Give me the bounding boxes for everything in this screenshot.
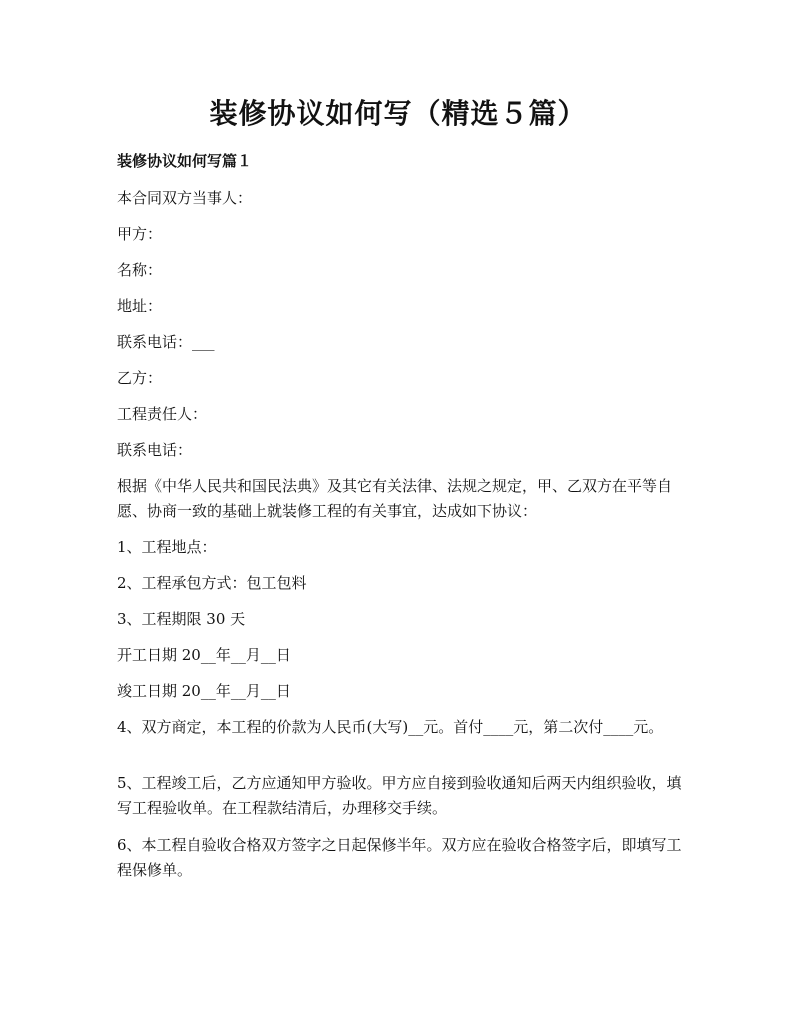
paragraph-party-a-name: 名称：: [117, 261, 163, 279]
document-title: 装修协议如何写（精选５篇）: [209, 97, 587, 130]
section-heading: 装修协议如何写篇１: [117, 152, 253, 170]
paragraph-party-a: 甲方：: [117, 225, 163, 243]
paragraph-legal-basis: 根据《中华人民共和国民法典》及其它有关法律、法规之规定，甲、乙双方在平等自愿、协商一致的基础上就装修工程的有关事宜，达成如下协议：: [117, 477, 673, 520]
paragraph-start-date: 开工日期 20__年__月__日: [117, 646, 291, 664]
paragraph-end-date: 竣工日期 20__年__月__日: [117, 682, 291, 700]
paragraph-clause-5: 5、工程竣工后，乙方应通知甲方验收。甲方应自接到验收通知后两天内组织验收，填写工程验收单。在工程款结清后，办理移交手续。: [117, 774, 682, 817]
paragraph-party-a-address: 地址：: [117, 297, 163, 315]
paragraph-parties-intro: 本合同双方当事人：: [117, 189, 253, 207]
paragraph-party-a-phone: 联系电话：___: [117, 333, 215, 351]
paragraph-party-b-manager: 工程责任人：: [117, 405, 208, 423]
paragraph-clause-3: 3、工程期限 30 天: [117, 610, 246, 628]
paragraph-clause-4: 4、双方商定，本工程的价款为人民币(大写)__元。首付____元，第二次付____元。: [117, 718, 664, 736]
paragraph-clause-6: 6、本工程自验收合格双方签字之日起保修半年。双方应在验收合格签字后，即填写工程保修单。: [117, 836, 682, 879]
paragraph-clause-2: 2、工程承包方式：包工包料: [117, 574, 307, 592]
paragraph-party-b-phone: 联系电话：: [117, 441, 193, 459]
paragraph-party-b: 乙方：: [117, 369, 163, 387]
paragraph-clause-1: 1、工程地点：: [117, 538, 217, 556]
